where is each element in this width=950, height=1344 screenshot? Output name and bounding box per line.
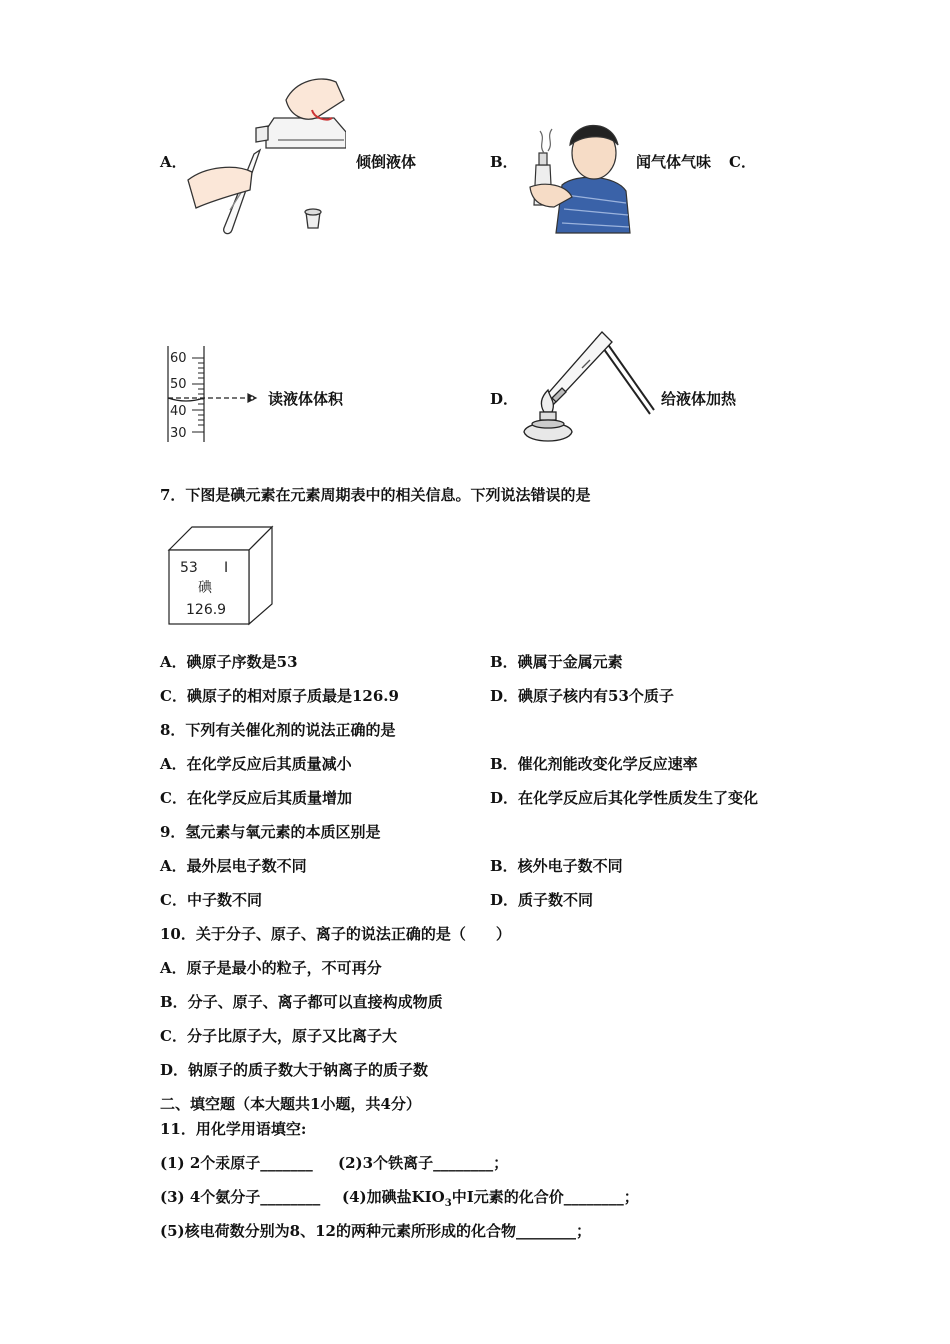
option-d-label: 给液体加热	[661, 390, 737, 408]
q10-option-c: C．分子比原子大，原子又比离子大	[160, 1027, 397, 1045]
q9-option-a: A．最外层电子数不同	[160, 857, 307, 875]
option-b-letter: B．	[490, 153, 518, 171]
cylinder-tick-60: 60	[170, 351, 187, 366]
cylinder-tick-50: 50	[170, 377, 187, 392]
q10-option-b: B．分子、原子、离子都可以直接构成物质	[160, 993, 443, 1011]
option-b-label: 闻气体气味	[636, 153, 712, 171]
option-a-label: 倾倒液体	[356, 153, 417, 171]
q11-blank-3: (3) 4个氨分子________	[160, 1188, 321, 1206]
q7-option-b: B．碘属于金属元素	[490, 653, 623, 671]
q7-stem: 7．下图是碘元素在元素周期表中的相关信息。下列说法错误的是	[160, 486, 591, 504]
q8-option-d: D．在化学反应后其化学性质发生了变化	[490, 789, 759, 807]
pouring-liquid-figure	[186, 70, 346, 240]
q11-blank-4-prefix: (4)加碘盐KIO	[342, 1188, 445, 1206]
q11-stem: 11．用化学用语填空:	[160, 1120, 307, 1138]
q9-stem: 9．氢元素与氧元素的本质区别是	[160, 823, 381, 841]
q11-blank-5: (5)核电荷数分别为8、12的两种元素所形成的化合物________；	[160, 1222, 591, 1240]
element-name: 碘	[198, 580, 212, 596]
element-atomic-mass: 126.9	[186, 602, 227, 618]
q11-blank-2: (2)3个铁离子________；	[338, 1154, 509, 1172]
smelling-gas-figure	[526, 115, 634, 235]
option-a-letter: A．	[160, 153, 187, 171]
cylinder-tick-40: 40	[170, 404, 187, 419]
q10-option-a: A．原子是最小的粒子，不可再分	[160, 959, 382, 977]
heating-liquid-figure	[522, 328, 656, 448]
section2-heading: 二、填空题（本大题共1小题，共4分）	[160, 1095, 421, 1113]
q8-stem: 8．下列有关催化剂的说法正确的是	[160, 721, 396, 739]
q7-option-c: C．碘原子的相对原子质最是126.9	[160, 687, 399, 705]
iodine-element-cell	[166, 524, 276, 628]
q9-option-c: C．中子数不同	[160, 891, 262, 909]
q7-option-d: D．碘原子核内有53个质子	[490, 687, 674, 705]
q9-option-b: B．核外电子数不同	[490, 857, 623, 875]
option-c-letter: C．	[729, 153, 756, 171]
q10-stem: 10．关于分子、原子、离子的说法正确的是（ ）	[160, 925, 511, 943]
q8-option-c: C．在化学反应后其质量增加	[160, 789, 352, 807]
q9-option-d: D．质子数不同	[490, 891, 594, 909]
cylinder-tick-30: 30	[170, 426, 187, 441]
q11-blank-4-suffix: 中I元素的化合价________；	[451, 1188, 639, 1206]
q10-option-d: D．钠原子的质子数大于钠离子的质子数	[160, 1061, 429, 1079]
q7-option-a: A．碘原子序数是53	[160, 653, 298, 671]
q11-blank-4-subscript: 3	[444, 1198, 452, 1209]
q8-option-a: A．在化学反应后其质量减小	[160, 755, 352, 773]
option-c-label: 读液体体积	[268, 390, 344, 408]
graduated-cylinder-figure	[162, 344, 266, 444]
element-atomic-number: 53	[180, 560, 198, 576]
element-symbol: I	[224, 560, 229, 576]
option-d-letter: D．	[490, 390, 519, 408]
q8-option-b: B．催化剂能改变化学反应速率	[490, 755, 698, 773]
q11-blank-1: (1) 2个汞原子_______	[160, 1154, 313, 1172]
q11-blank-4	[342, 1187, 639, 1214]
